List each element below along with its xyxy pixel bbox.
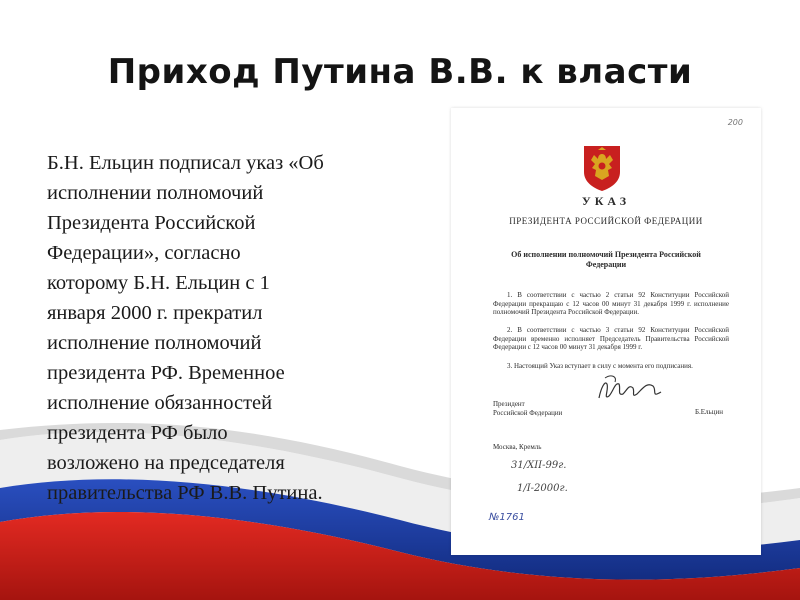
yeltsin-signature	[591, 370, 666, 410]
slide-body-text: Б.Н. Ельцин подписал указ «Об исполнении полномочий Президента Российской Федерации», согласно которому Б.Н. Ельцин с 1 января 2000 г. прекратил исполнение полномочий президента РФ. Временное исполнение обязанностей президента РФ было возложено на председателя правительства РФ В.В. Путина.	[47, 152, 324, 504]
document-paragraph-3: 3. Настоящий Указ вступает в силу с момента его подписания.	[507, 362, 693, 370]
document-signatory-title: Президент Российской Федерации	[493, 400, 563, 417]
document-handwritten-date-2: 1/I-2000г.	[517, 483, 568, 494]
russian-coat-of-arms-icon	[581, 144, 623, 192]
decree-document-image	[451, 108, 761, 555]
document-signatory-name: Б.Ельцин	[695, 408, 723, 416]
document-handwritten-number: №1761	[489, 512, 525, 523]
slide-title: Приход Путина В.В. к власти	[107, 52, 693, 92]
document-paragraph-2: 2. В соответствии с частью 3 статьи 92 Конституции Российской Федерации временно исполняет Председатель Правительства Российской Федерации с 12 часов 00 минут 31 декабря 1999 г.	[493, 326, 729, 352]
document-subject: Об исполнении полномочий Президента Российской Федерации	[511, 250, 701, 269]
document-handwritten-page-number: 200	[727, 118, 743, 127]
document-issuer: ПРЕЗИДЕНТА РОССИЙСКОЙ ФЕДЕРАЦИИ	[509, 216, 703, 226]
document-heading: УКАЗ	[581, 194, 631, 208]
document-paragraph-1: 1. В соответствии с частью 2 статьи 92 Конституции Российской Федерации прекращаю с 12 часов 00 минут 31 декабря 1999 г. исполнение полномочий Президента Российской Федерации.	[493, 291, 729, 317]
document-handwritten-date-1: 31/XII-99г.	[511, 460, 567, 471]
document-place: Москва, Кремль	[493, 443, 542, 451]
